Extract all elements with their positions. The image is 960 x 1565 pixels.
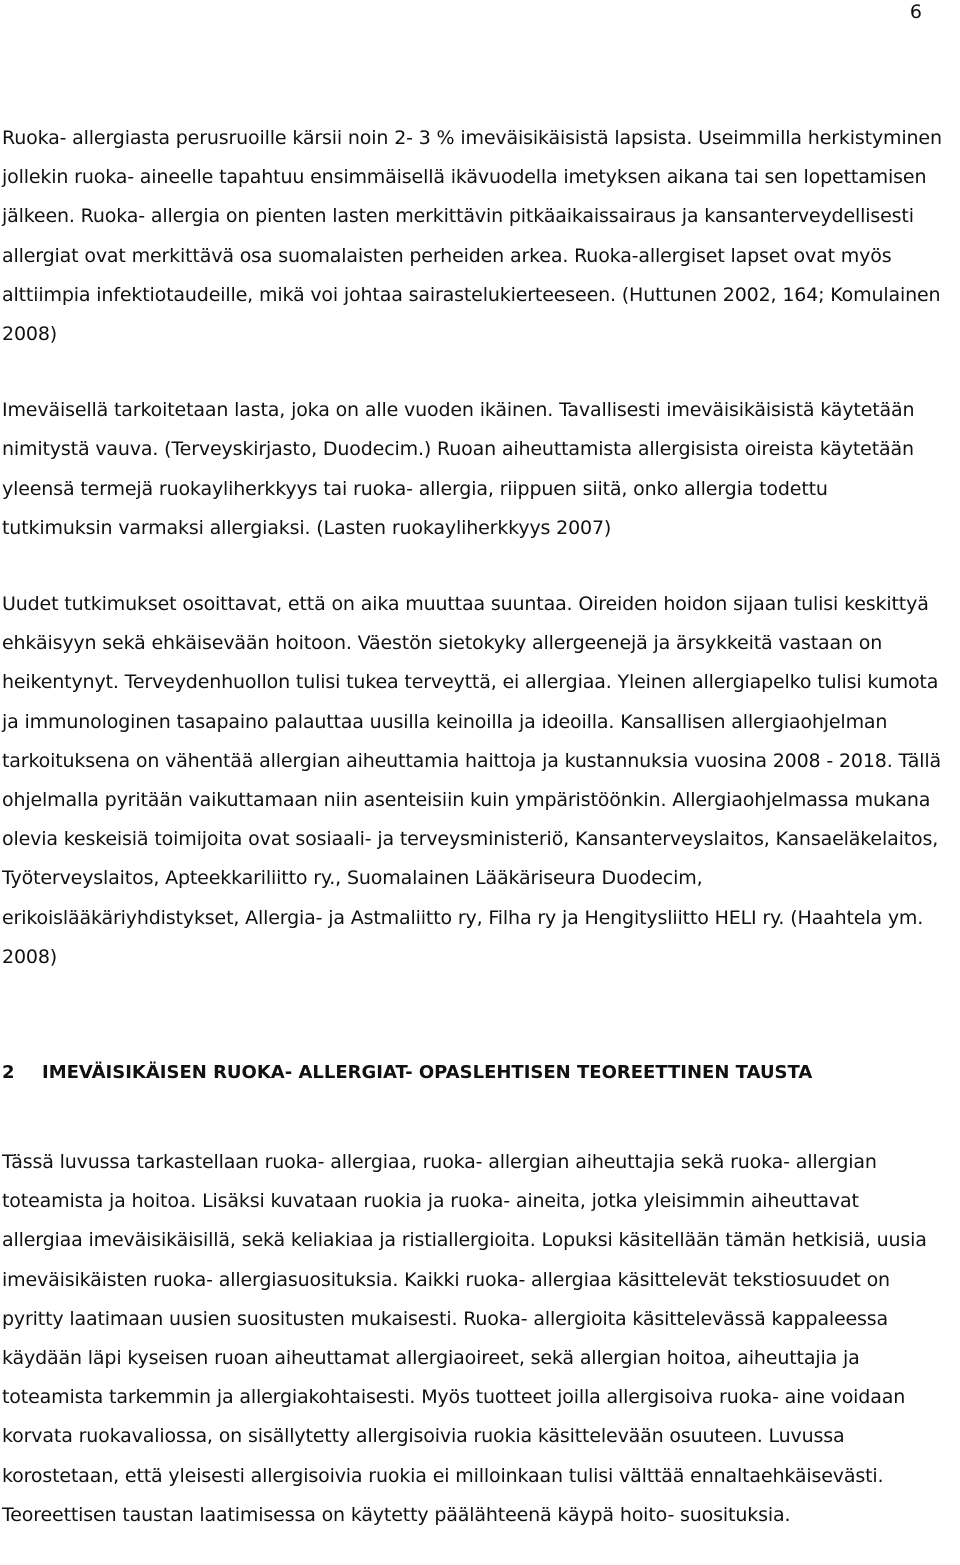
paragraph-food-allergy-prevalence: Ruoka- allergiasta perusruoille kärsii noin 2- 3 % imeväisikäisistä lapsista. Useimmilla herkistyminen jollekin ruoka- aineelle tapahtuu ensimmäisellä ikävuodella imetyksen aikana tai sen lopettamisen jälkeen. Ruoka- allergia on pienten lasten merkittävin pitkäaikaissairaus ja kansanterveydellisesti allergiat ovat merkittävä osa suomalaisten perheiden arkea. Ruoka-allergiset lapset ovat myös alttiimpia infektiotaudeille, mikä voi johtaa sairastelukierteeseen. (Huttunen 2002, 164; Komulainen 2008) [2,127,942,346]
heading-spacer [2,1089,942,1143]
section-title: IMEVÄISIKÄISEN RUOKA- ALLERGIAT- OPASLEHTISEN TEOREETTINEN TAUSTA [42,1062,813,1084]
page-number: 6 [909,1,922,23]
paragraph-allergy-programme: Uudet tutkimukset osoittavat, että on aika muuttaa suuntaa. Oireiden hoidon sijaan tulisi keskittyä ehkäisyyn sekä ehkäisevään hoitoon. Väestön sietokyky allergeenejä ja ärsykkeitä vastaan on heikentynyt. Terveydenhuollon tulisi tukea terveyttä, ei allergiaa. Yleinen allergiapelko tulisi kumota ja immunologinen tasapaino palauttaa uusilla keinoilla ja ideoilla. Kansallisen allergiaohjelman tarkoituksena on vähentää allergian aiheuttamia haittoja ja kustannuksia vuosina 2008 - 2018. Tällä ohjelmalla pyritään vaikuttamaan niin asenteisiin kuin ympäristöönkin. Allergiaohjelmassa mukana olevia keskeisiä toimijoita ovat sosiaali- ja terveysministeriö, Kansanterveyslaitos, Kansaeläkelaitos, Työterveyslaitos, Apteekkariliitto ry., Suomalainen Lääkäriseura Duodecim, erikoislääkäriyhdistykset, Allergia- ja Astmaliitto ry, Filha ry ja Hengitysliitto HELI ry. (Haahtela ym. 2008) [2,593,941,968]
section-spacer [2,977,942,1057]
paragraph-spacer [2,548,942,585]
paragraph-spacer [2,354,942,391]
section-heading [2,1057,942,1089]
section-number: 2 [2,1062,15,1084]
document-body [2,119,942,1535]
paragraph-chapter-overview: Tässä luvussa tarkastellaan ruoka- allergiaa, ruoka- allergian aiheuttajia sekä ruoka- allergian toteamista ja hoitoa. Lisäksi kuvataan ruokia ja ruoka- aineita, jotka yleisimmin aiheuttavat allergiaa imeväisikäisillä, sekä keliakiaa ja ristiallergioita. Lopuksi käsitellään tämän hetkisiä, uusia imeväisikäisten ruoka- allergiasuosituksia. Kaikki ruoka- allergiaa käsittelevät tekstiosuudet on pyritty laatimaan uusien suositusten mukaisesti. Ruoka- allergioita käsittelevässä kappaleessa käydään läpi kyseisen ruoan aiheuttamat allergiaoireet, sekä allergian hoitoa, aiheuttajia ja toteamista tarkemmin ja allergiakohtaisesti. Myös tuotteet joilla allergisoiva ruoka- aine voidaan korvata ruokavaliossa, on sisällytetty allergisoivia ruokia käsittelevään osuuteen. Luvussa korostetaan, että yleisesti allergisoivia ruokia ei milloinkaan tulisi välttää ennaltaehkäisevästi. Teoreettisen taustan laatimisessa on käytetty päälähteenä käypä hoito- suosituksia. [2,1151,927,1526]
paragraph-infant-definition: Imeväisellä tarkoitetaan lasta, joka on alle vuoden ikäinen. Tavallisesti imeväisikäisistä käytetään nimitystä vauva. (Terveyskirjasto, Duodecim.) Ruoan aiheuttamista allergisista oireista käytetään yleensä termejä ruokayliherkkyys tai ruoka- allergia, riippuen siitä, onko allergia todettu tutkimuksin varmaksi allergiaksi. (Lasten ruokayliherkkyys 2007) [2,399,915,539]
